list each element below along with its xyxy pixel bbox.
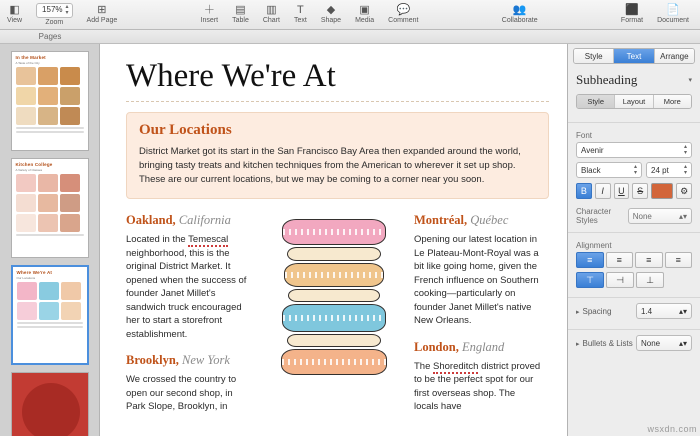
thumb-text-line xyxy=(16,234,84,236)
title-divider xyxy=(126,101,549,102)
divider xyxy=(568,232,700,233)
chevron-updown-icon: ▴ ▾ xyxy=(683,164,687,176)
format-icon: ⬛ xyxy=(625,4,639,16)
table-icon: ▤ xyxy=(235,4,246,16)
chart-button[interactable] xyxy=(256,0,287,29)
thumb-title: In the Market xyxy=(15,55,46,60)
loc-text-post: neighborhood, this is the original District Market. It opened when the success of founder Janet Millet's sandwich truck encouraged her to start a storefront establishment. xyxy=(126,247,247,340)
thumb-image-grid xyxy=(12,67,88,125)
macaron-layer-pink-top xyxy=(282,219,386,245)
column-left xyxy=(126,213,254,426)
align-left-button[interactable]: ≡ xyxy=(576,252,604,268)
macaron-filling xyxy=(287,247,381,261)
document-icon: 📄 xyxy=(666,4,680,16)
text-color-swatch[interactable] xyxy=(651,183,673,199)
underline-button[interactable]: U xyxy=(614,183,630,199)
thumb-cell xyxy=(16,194,36,212)
thumb-text-line xyxy=(16,127,84,129)
thumb-subtitle: A Taste of the City xyxy=(15,61,40,65)
pages-bar xyxy=(0,30,700,44)
location-region: Québec xyxy=(470,213,509,227)
misspelled-word: Shoreditch xyxy=(433,360,479,372)
divider xyxy=(568,329,700,330)
location-heading-brooklyn[interactable] xyxy=(126,353,254,368)
thumb-text-line xyxy=(17,326,83,328)
font-weight-select[interactable] xyxy=(576,162,642,178)
chevron-updown-icon: ▴▾ xyxy=(678,338,687,348)
comment-icon: 💬 xyxy=(396,4,411,16)
text-options-gear-icon[interactable]: ⚙ xyxy=(676,183,692,199)
thumb-circle-image xyxy=(22,383,80,436)
chevron-updown-icon: ▴▾ xyxy=(678,211,687,221)
bullets-row[interactable] xyxy=(576,335,692,351)
thumb-cell xyxy=(38,214,58,232)
thumb-title: Where We're At xyxy=(16,270,53,275)
thumb-cell xyxy=(39,282,59,300)
thumb-cell xyxy=(60,67,80,85)
thumb-text-line xyxy=(17,322,83,324)
divider xyxy=(568,297,700,298)
collaborate-label: Collaborate xyxy=(501,17,538,24)
shape-button[interactable] xyxy=(314,0,348,29)
tab-text[interactable]: Text xyxy=(614,49,654,63)
location-city: Brooklyn, xyxy=(126,353,179,367)
callout-body: District Market got its start in the San Francisco Bay Area then expanded around the world, bringing tasty treats and kitchen techniques from the American to wherever it set up shop. These are our current locations, but we may be coming to a corner near you soon. xyxy=(139,146,521,185)
align-justify-button[interactable]: ≡ xyxy=(665,252,693,268)
thumb-cell xyxy=(61,282,81,300)
toolbar-collab-group xyxy=(495,0,545,29)
thumbnail-item[interactable] xyxy=(0,155,99,262)
location-text-oakland[interactable] xyxy=(126,233,254,341)
paragraph-style-value: Subheading xyxy=(576,72,638,87)
thumbnail-item[interactable] xyxy=(0,48,99,155)
thumbnail-item-selected[interactable] xyxy=(0,262,99,369)
page-thumbnails-sidebar[interactable] xyxy=(0,44,100,436)
location-heading-oakland[interactable] xyxy=(126,213,254,228)
location-heading-london[interactable] xyxy=(414,340,542,355)
align-bottom-button[interactable]: ⊥ xyxy=(636,272,664,288)
main-body xyxy=(0,44,700,436)
zoom-control[interactable] xyxy=(29,0,79,29)
thumb-cell xyxy=(38,107,58,125)
media-label: Media xyxy=(355,17,375,24)
thumb-cell xyxy=(16,87,36,105)
thumb-cell xyxy=(16,67,36,85)
document-canvas[interactable] xyxy=(100,44,567,436)
thumb-cell xyxy=(60,174,80,192)
add-page-label: Add Page xyxy=(86,17,118,24)
table-label: Table xyxy=(232,17,249,24)
zoom-value: 157% xyxy=(42,5,63,14)
bold-button[interactable]: B xyxy=(576,183,592,199)
thumb-subtitle: A Variety of Classes xyxy=(15,168,43,172)
disclosure-triangle-icon[interactable]: ▸ xyxy=(576,308,580,316)
location-text-london[interactable] xyxy=(414,360,542,414)
format-button[interactable] xyxy=(614,0,650,29)
chevron-updown-icon: ▴▾ xyxy=(678,306,687,316)
bullets-select[interactable] xyxy=(636,335,692,351)
horizontal-alignment-buttons xyxy=(576,252,692,268)
text-subtabs[interactable] xyxy=(576,94,692,109)
chevron-updown-icon: ▴ ▾ xyxy=(633,164,637,176)
strikethrough-button[interactable]: S xyxy=(632,183,648,199)
macaron-layer-blue xyxy=(282,304,386,332)
align-center-button[interactable]: ≡ xyxy=(606,252,634,268)
misspelled-word: Temescal xyxy=(188,234,229,245)
chevron-updown-icon: ▴ ▾ xyxy=(65,4,69,16)
chevron-updown-icon: ▴ ▾ xyxy=(683,144,687,156)
thumb-cell xyxy=(38,194,58,212)
macaron-texture xyxy=(283,315,385,321)
thumb-cell xyxy=(39,302,59,320)
thumb-cell xyxy=(60,87,80,105)
text-button[interactable] xyxy=(287,0,314,29)
macaron-filling xyxy=(288,289,380,302)
document-label: Document xyxy=(657,17,689,24)
pages-label: Pages xyxy=(38,32,62,41)
macaron-texture xyxy=(285,272,383,277)
divider xyxy=(568,122,700,123)
toolbar-right-group xyxy=(614,0,700,29)
document-button[interactable] xyxy=(650,0,696,29)
insert-icon: ＋ xyxy=(203,4,215,16)
location-city: Montréal, xyxy=(414,213,468,227)
bullets-label-text: Bullets & Lists xyxy=(582,338,633,348)
zoom-label: Zoom xyxy=(45,18,64,26)
font-size-value: 24 pt xyxy=(651,165,669,175)
macaron-texture xyxy=(282,359,386,365)
align-right-button[interactable]: ≡ xyxy=(635,252,663,268)
alignment-section-label: Alignment xyxy=(576,241,612,250)
view-label: View xyxy=(7,17,23,24)
column-middle-illustration xyxy=(264,213,404,426)
loc-text-pre: The xyxy=(414,360,434,372)
page-title[interactable]: Where We're At xyxy=(126,58,336,94)
locations-callout[interactable] xyxy=(126,112,549,199)
media-icon: ▣ xyxy=(359,4,370,16)
insert-label: Insert xyxy=(200,17,219,24)
spacing-value: 1.4 xyxy=(641,306,653,316)
document-page xyxy=(100,44,567,436)
align-middle-button[interactable]: ⊣ xyxy=(606,272,634,288)
thumb-cell xyxy=(61,302,81,320)
text-icon: T xyxy=(297,4,304,16)
thumb-cell xyxy=(17,302,37,320)
thumb-cell xyxy=(38,174,58,192)
page-thumbnail-3[interactable] xyxy=(11,265,89,365)
thumb-cell xyxy=(16,107,36,125)
page-thumbnail-2[interactable] xyxy=(11,158,89,258)
bullets-label xyxy=(576,339,633,348)
collaborate-icon: 👥 xyxy=(512,4,527,16)
paragraph-style-popup[interactable] xyxy=(568,70,700,94)
thumb-image-grid xyxy=(13,282,87,320)
thumb-cell xyxy=(60,107,80,125)
comment-button[interactable] xyxy=(381,0,425,29)
toolbar-center-group xyxy=(194,0,426,29)
font-style-buttons xyxy=(576,183,692,199)
italic-button[interactable]: I xyxy=(595,183,611,199)
add-page-button[interactable] xyxy=(80,0,125,29)
location-heading-montreal[interactable] xyxy=(414,213,542,228)
locations-columns xyxy=(126,213,549,426)
macaron-stack-image[interactable] xyxy=(270,219,398,375)
character-styles-label: Character Styles xyxy=(576,207,612,225)
font-family-select[interactable] xyxy=(576,142,692,158)
chart-icon: ▥ xyxy=(266,4,277,16)
format-label: Format xyxy=(620,17,644,24)
font-family-value: Avenir xyxy=(581,145,604,155)
thumb-cell xyxy=(60,214,80,232)
macaron-layer-peach-bottom xyxy=(281,349,387,375)
location-text-brooklyn[interactable]: We crossed the country to open our second shop, in Park Slope, Brooklyn, in xyxy=(126,374,237,412)
macaron-texture xyxy=(283,229,385,235)
font-section-label: Font xyxy=(576,131,593,140)
thumb-subtitle: Our Locations xyxy=(16,276,36,280)
location-text-montreal[interactable]: Opening our latest location in Le Plateau-Mont-Royal was a bit like going home, given the French influence on Southern cooking—particularly on founder Janet Millet's native New Orleans. xyxy=(414,234,539,326)
character-styles-value: None xyxy=(632,211,652,221)
thumb-image-grid xyxy=(12,174,88,232)
bullets-value: None xyxy=(641,338,661,348)
watermark: wsxdn.com xyxy=(647,424,697,434)
location-region: New York xyxy=(182,353,230,367)
add-page-icon: ⊞ xyxy=(97,4,107,16)
font-weight-size-row xyxy=(576,162,692,178)
macaron-layer-tan xyxy=(284,263,384,287)
table-button[interactable] xyxy=(225,0,256,29)
font-weight-value: Black xyxy=(581,165,601,175)
thumb-text-line xyxy=(16,131,84,133)
thumb-cell xyxy=(16,214,36,232)
loc-text-post: district proved to be the perfect spot for our first overseas shop. The locals have xyxy=(414,360,541,412)
column-right xyxy=(414,213,542,426)
collaborate-button[interactable] xyxy=(495,0,545,29)
chart-label: Chart xyxy=(262,17,280,24)
disclosure-triangle-icon[interactable]: ▸ xyxy=(576,340,580,348)
format-inspector[interactable] xyxy=(567,44,700,436)
macaron-filling xyxy=(287,334,381,347)
location-city: Oakland, xyxy=(126,213,176,227)
page-thumbnail-4[interactable] xyxy=(11,372,89,436)
tab-style[interactable]: Style xyxy=(574,49,614,63)
toolbar-left-group xyxy=(0,0,124,29)
tab-arrange[interactable]: Arrange xyxy=(655,49,694,63)
thumb-cell xyxy=(60,194,80,212)
media-button[interactable] xyxy=(348,0,381,29)
character-styles-select[interactable] xyxy=(628,208,692,224)
zoom-select[interactable] xyxy=(36,3,72,18)
spacing-stepper[interactable] xyxy=(636,303,692,319)
inspector-tabs[interactable] xyxy=(573,48,695,64)
font-size-stepper[interactable] xyxy=(646,162,692,178)
location-city: London, xyxy=(414,339,459,354)
thumbnail-item[interactable] xyxy=(0,369,99,436)
view-button[interactable] xyxy=(0,0,29,29)
subtab-style[interactable]: Style xyxy=(577,95,615,108)
spacing-label-text: Spacing xyxy=(582,306,612,316)
location-region: California xyxy=(178,213,231,227)
vertical-alignment-buttons xyxy=(576,272,692,288)
spacing-label xyxy=(576,307,611,316)
align-spacer xyxy=(666,272,692,288)
subtab-layout[interactable]: Layout xyxy=(615,95,653,108)
shape-label: Shape xyxy=(320,17,342,24)
insert-button[interactable] xyxy=(194,0,226,29)
thumb-title: Kitchen College xyxy=(15,162,53,167)
thumb-cell xyxy=(38,67,58,85)
view-icon: ◧ xyxy=(9,4,20,16)
location-region: England xyxy=(461,339,505,354)
subtab-more[interactable]: More xyxy=(654,95,691,108)
text-label: Text xyxy=(293,17,307,24)
thumb-cell xyxy=(16,174,36,192)
thumb-cell xyxy=(17,282,37,300)
callout-heading: Our Locations xyxy=(139,122,232,138)
character-styles-row xyxy=(568,205,700,227)
page-thumbnail-1[interactable] xyxy=(11,51,89,151)
shape-icon: ◆ xyxy=(326,4,336,16)
loc-text-pre: Located in the xyxy=(126,234,189,245)
comment-label: Comment xyxy=(388,17,419,24)
toolbar xyxy=(0,0,700,30)
chevron-down-icon: ▾ xyxy=(688,76,692,84)
align-top-button[interactable]: ⊤ xyxy=(576,272,604,288)
spacing-row[interactable] xyxy=(576,303,692,319)
thumb-cell xyxy=(38,87,58,105)
